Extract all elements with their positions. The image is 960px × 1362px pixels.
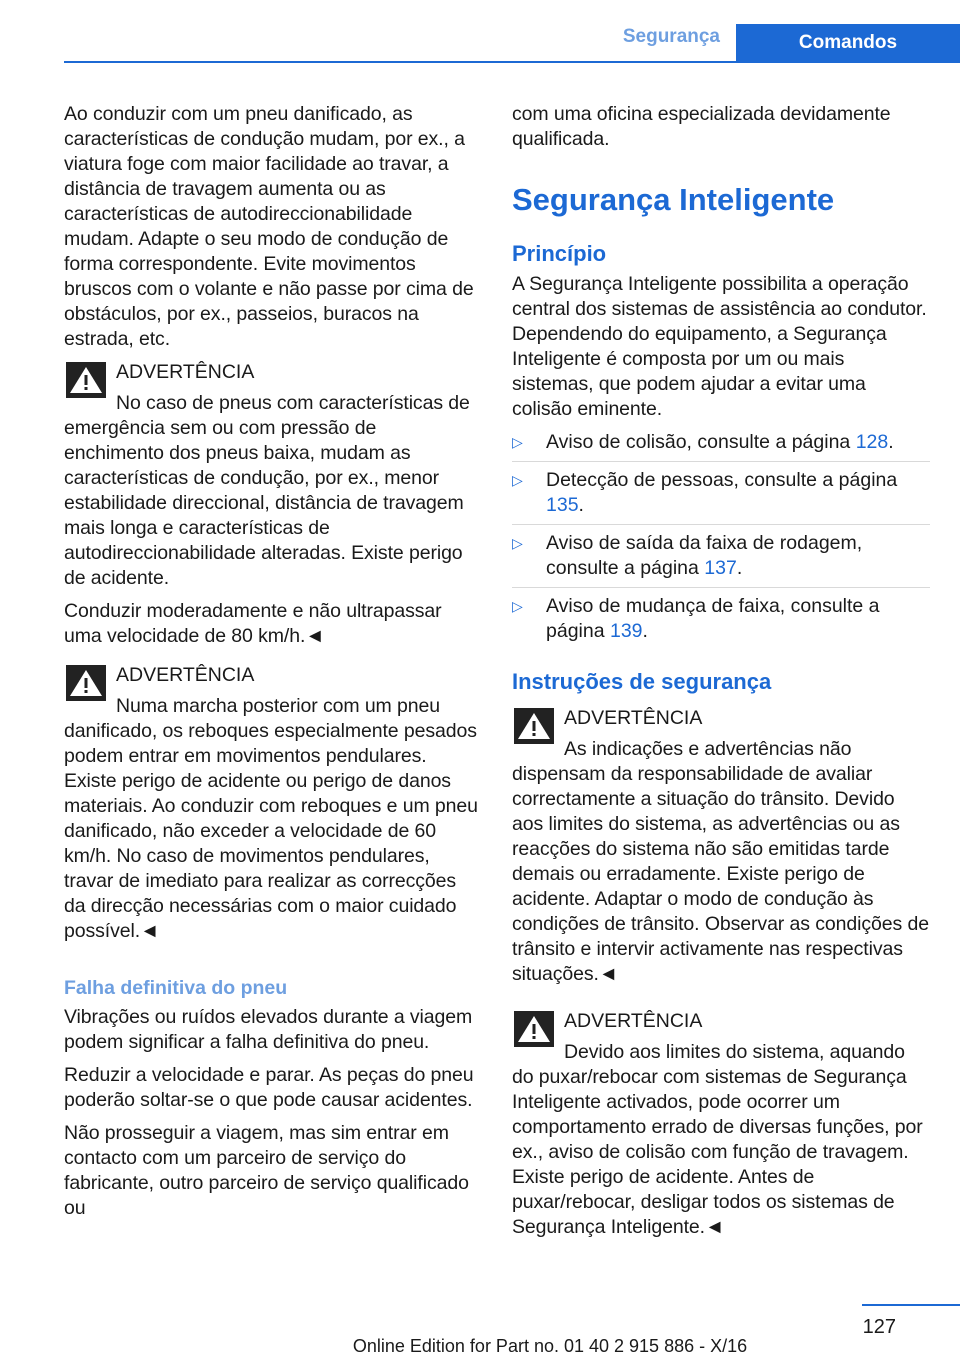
paragraph: com uma oficina especializada devidamente qualificada. <box>512 103 891 150</box>
list-item: ▷ Detecção de pessoas, consulte a página 135. <box>512 468 930 525</box>
warning-text: Devido aos limites do sistema, aquando do puxar/rebocar com sistemas de Segurança Inteligente activados, pode ocorrer um comportamento errado de diversas funções, por ex., aviso de colisão com função de travagem. Existe perigo de acidente. Antes de puxar/rebocar, desligar todos os sistemas de Segurança Inteligente.◄ <box>512 1041 923 1238</box>
warning-heading: ADVERTÊNCIA <box>116 361 255 383</box>
right-column <box>512 102 930 1248</box>
triangle-bullet-icon: ▷ <box>512 434 523 450</box>
page-link[interactable]: 139 <box>609 620 643 642</box>
list-item: ▷ Aviso de colisão, consulte a página 128. <box>512 430 930 462</box>
page-link[interactable]: 137 <box>704 557 737 579</box>
warning-block <box>512 1009 930 1240</box>
warning-block <box>64 360 479 649</box>
page-link[interactable]: 135 <box>546 494 579 516</box>
paragraph: Reduzir a velocidade e parar. As peças do pneu poderão soltar-se o que pode causar acidentes. <box>64 1064 474 1111</box>
paragraph: Vibrações ou ruídos elevados durante a viagem podem significar a falha definitiva do pneu. <box>64 1006 473 1053</box>
subsection-heading: Princípio <box>512 241 607 266</box>
triangle-bullet-icon: ▷ <box>512 535 523 551</box>
warning-heading: ADVERTÊNCIA <box>116 664 255 686</box>
subsection-heading: Instruções de segurança <box>512 669 772 694</box>
list-item: ▷ Aviso de saída da faixa de rodagem, consulte a página 137. <box>512 531 930 588</box>
warning-text: Conduzir moderadamente e não ultrapassar uma velocidade de 80 km/h.◄ <box>64 600 442 647</box>
footer-rule <box>862 1304 960 1306</box>
warning-text: Numa marcha posterior com um pneu danificado, os reboques especialmente pesados podem entrar em movimentos pendulares. Existe perigo de acidente ou perigo de danos materiais. Ao conduzir com reboques e um pneu danificado, não exceder a velocidade de 60 km/h. No caso de movimentos pendulares, travar de imediato para realizar as correcções da direcção necessárias com o maior cuidado possível.◄ <box>64 695 478 942</box>
reference-list <box>512 430 930 650</box>
warning-text: As indicações e advertências não dispensam da responsabilidade de avaliar correctamente a situação do trânsito. Devido aos limites do sistema, as advertências ou as reacções do sistema não são emitidas tarde demais ou erradamente. Existe perigo de acidente. Adaptar o modo de condução às condições de trânsito. Observar as condições de trânsito e intervir activamente nas respectivas situações.◄ <box>512 738 929 985</box>
paragraph: Ao conduzir com um pneu danificado, as características de condução mudam, por ex., a viatura foge com maior facilidade ao travar, a distância de travagem aumenta ou as características de autodireccionabilidade mudam. Adapte o seu modo de condução de forma correspondente. Evite movimentos bruscos com o volante e não passe por cima de obstáculos, por ex., passeios, buracos na estrada, etc. <box>64 103 474 350</box>
warning-triangle-icon <box>514 1011 554 1047</box>
edition-footer: Online Edition for Part no. 01 40 2 915 886 - X/16 <box>352 1336 748 1356</box>
header-rule <box>64 61 960 63</box>
page-link[interactable]: 128 <box>855 431 889 453</box>
list-item: ▷ Aviso de mudança de faixa, consulte a página 139. <box>512 595 880 642</box>
page-number: 127 <box>862 1316 896 1338</box>
warning-triangle-icon <box>66 665 106 701</box>
triangle-bullet-icon: ▷ <box>512 472 523 488</box>
warning-text: No caso de pneus com características de emergência sem ou com pressão de enchimento dos pneus baixa, mudam as características de condução, por ex., menor estabilidade direccional, distância de travagem mais longa e características de autodireccionabilidade alteradas. Existe perigo de acidente. <box>64 392 470 589</box>
triangle-bullet-icon: ▷ <box>512 598 523 614</box>
paragraph: Não prosseguir a viagem, mas sim entrar em contacto com um parceiro de serviço do fabricante, outro parceiro de serviço qualificado ou <box>64 1122 469 1219</box>
section-title: Segurança Inteligente <box>512 182 835 217</box>
warning-heading: ADVERTÊNCIA <box>564 707 703 729</box>
active-chapter-tab: Comandos <box>736 24 960 62</box>
warning-triangle-icon <box>66 362 106 398</box>
page-header <box>0 0 960 62</box>
paragraph: A Segurança Inteligente possibilita a operação central dos sistemas de assistência ao condutor. Dependendo do equipamento, a Segurança Inteligente é composta por um ou mais sistemas, que podem ajudar a evitar uma colisão eminente. <box>512 273 927 420</box>
warning-heading: ADVERTÊNCIA <box>564 1010 703 1032</box>
section-tab: Segurança <box>622 26 720 47</box>
left-column <box>64 102 479 1229</box>
subsection-heading: Falha definitiva do pneu <box>64 977 288 999</box>
warning-block <box>512 706 930 987</box>
warning-triangle-icon <box>514 708 554 744</box>
warning-block <box>64 663 479 944</box>
